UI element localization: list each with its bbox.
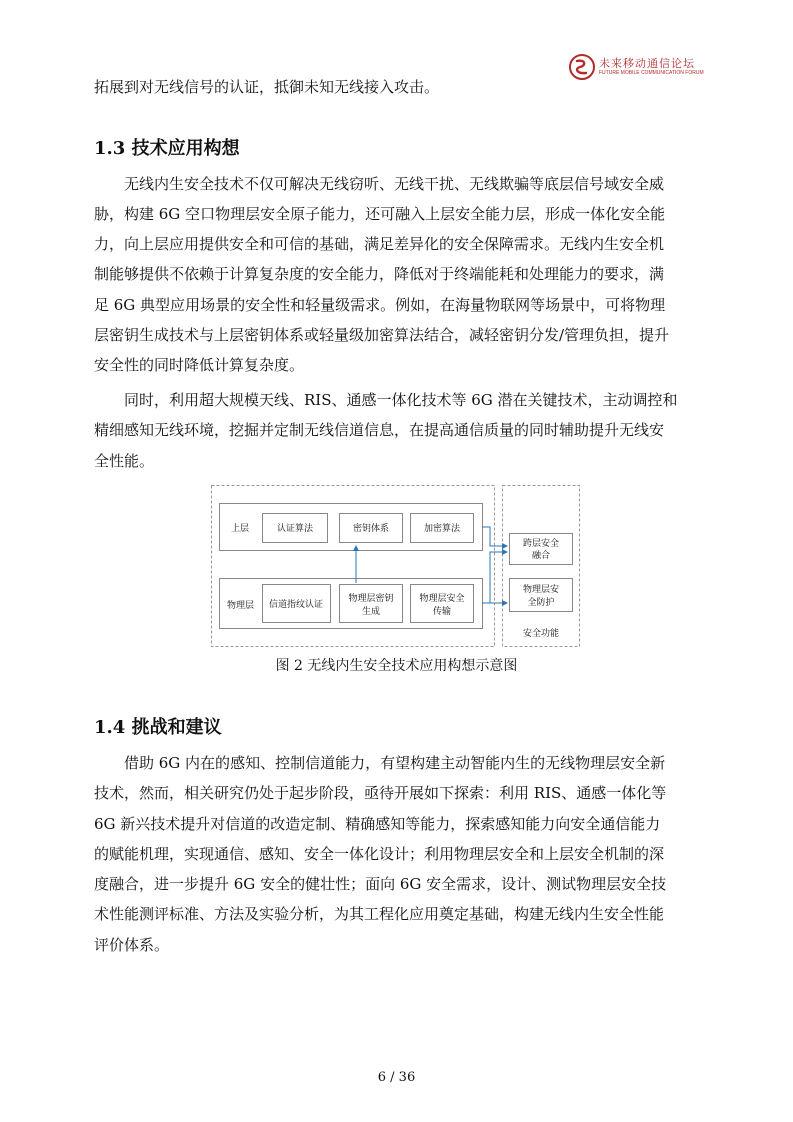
paragraph-line: 制能够提供不依赖于计算复杂度的安全能力，降低对于终端能耗和处理能力的要求，满 bbox=[94, 265, 665, 283]
logo-chinese-name: 未来移动通信论坛 bbox=[599, 57, 695, 70]
forum-logo-icon bbox=[568, 53, 596, 81]
paragraph-line: 力，向上层应用提供安全和可信的基础，满足差异化的安全保障需求。无线内生安全机 bbox=[94, 235, 665, 253]
paragraph-line: 技术，然而，相关研究仍处于起步阶段，亟待开展如下探索：利用 RIS、通感一体化等 bbox=[94, 784, 667, 802]
phy-secure-transmission-text-1: 物理层安全 bbox=[419, 594, 465, 604]
diagram-svg bbox=[210, 484, 582, 648]
page-number: 6 / 36 bbox=[377, 1070, 416, 1085]
paragraph-line: 的赋能机理，实现通信、感知、安全一体化设计；利用物理层安全和上层安全机制的深 bbox=[94, 845, 665, 863]
phy-key-generation-text-2: 生成 bbox=[361, 607, 381, 617]
channel-fingerprint-text: 信道指纹认证 bbox=[268, 600, 324, 610]
intro-line: 拓展到对无线信号的认证，抵御未知无线接入攻击。 bbox=[94, 78, 440, 96]
paragraph-line: 胁，构建 6G 空口物理层安全原子能力，还可融入上层安全能力层，形成一体化安全能 bbox=[94, 205, 666, 223]
figure-caption: 图 2 无线内生安全技术应用构想示意图 bbox=[275, 658, 518, 674]
header-logo bbox=[568, 52, 704, 82]
paragraph-line: 同时，利用超大规模天线、RIS、通感一体化技术等 6G 潜在关键技术，主动调控和 bbox=[124, 391, 678, 409]
phy-protection-text-1: 物理层安 bbox=[522, 585, 560, 595]
paragraph-line: 无线内生安全技术不仅可解决无线窃听、无线干扰、无线欺骗等底层信号域安全威 bbox=[124, 175, 665, 193]
upper-layer-label: 上层 bbox=[231, 524, 250, 534]
key-system-text: 密钥体系 bbox=[352, 524, 390, 534]
cross-layer-fusion-text-2: 融合 bbox=[531, 551, 551, 561]
paragraph-line: 评价体系。 bbox=[94, 936, 170, 954]
paragraph-line: 借助 6G 内在的感知、控制信道能力，有望构建主动智能内生的无线物理层安全新 bbox=[124, 754, 666, 772]
paragraph-line: 安全性的同时降低计算复杂度。 bbox=[94, 356, 305, 374]
section-heading-1-4: 1.4 挑战和建议 bbox=[94, 717, 222, 738]
paragraph-line: 术性能测评标准、方法及实验分析，为其工程化应用奠定基础，构建无线内生安全性能 bbox=[94, 905, 665, 923]
physical-layer-label: 物理层 bbox=[227, 601, 255, 611]
encryption-algorithm-text: 加密算法 bbox=[423, 524, 461, 534]
paragraph-line: 精细感知无线环境，挖掘并定制无线信道信息，在提高通信质量的同时辅助提升无线安 bbox=[94, 421, 665, 439]
right-dashed-frame bbox=[503, 486, 580, 647]
figure-2-diagram bbox=[210, 484, 582, 648]
section-heading-1-3: 1.3 技术应用构想 bbox=[94, 138, 240, 159]
auth-algorithm-text: 认证算法 bbox=[276, 524, 314, 534]
paragraph-line: 度融合，进一步提升 6G 安全的健壮性；面向 6G 安全需求，设计、测试物理层安全技 bbox=[94, 875, 667, 893]
security-functions-label: 安全功能 bbox=[522, 629, 560, 639]
phy-protection-text-2: 全防护 bbox=[527, 598, 555, 608]
logo-english-name: FUTURE MOBILE COMMUNICATION FORUM bbox=[599, 70, 704, 76]
phy-key-generation-text-1: 物理层密钥 bbox=[348, 594, 394, 604]
paragraph-line: 6G 新兴技术提升对信道的改造定制、精确感知等能力，探索感知能力向安全通信能力 bbox=[94, 815, 661, 833]
paragraph-line: 层密钥生成技术与上层密钥体系或轻量级加密算法结合，减轻密钥分发/管理负担，提升 bbox=[94, 326, 670, 344]
cross-layer-fusion-text-1: 跨层安全 bbox=[522, 539, 560, 549]
phy-secure-transmission-text-2: 传输 bbox=[432, 607, 452, 617]
paragraph-line: 足 6G 典型应用场景的安全性和轻量级需求。例如，在海量物联网等场景中，可将物理 bbox=[94, 296, 666, 314]
paragraph-line: 全性能。 bbox=[94, 452, 155, 470]
